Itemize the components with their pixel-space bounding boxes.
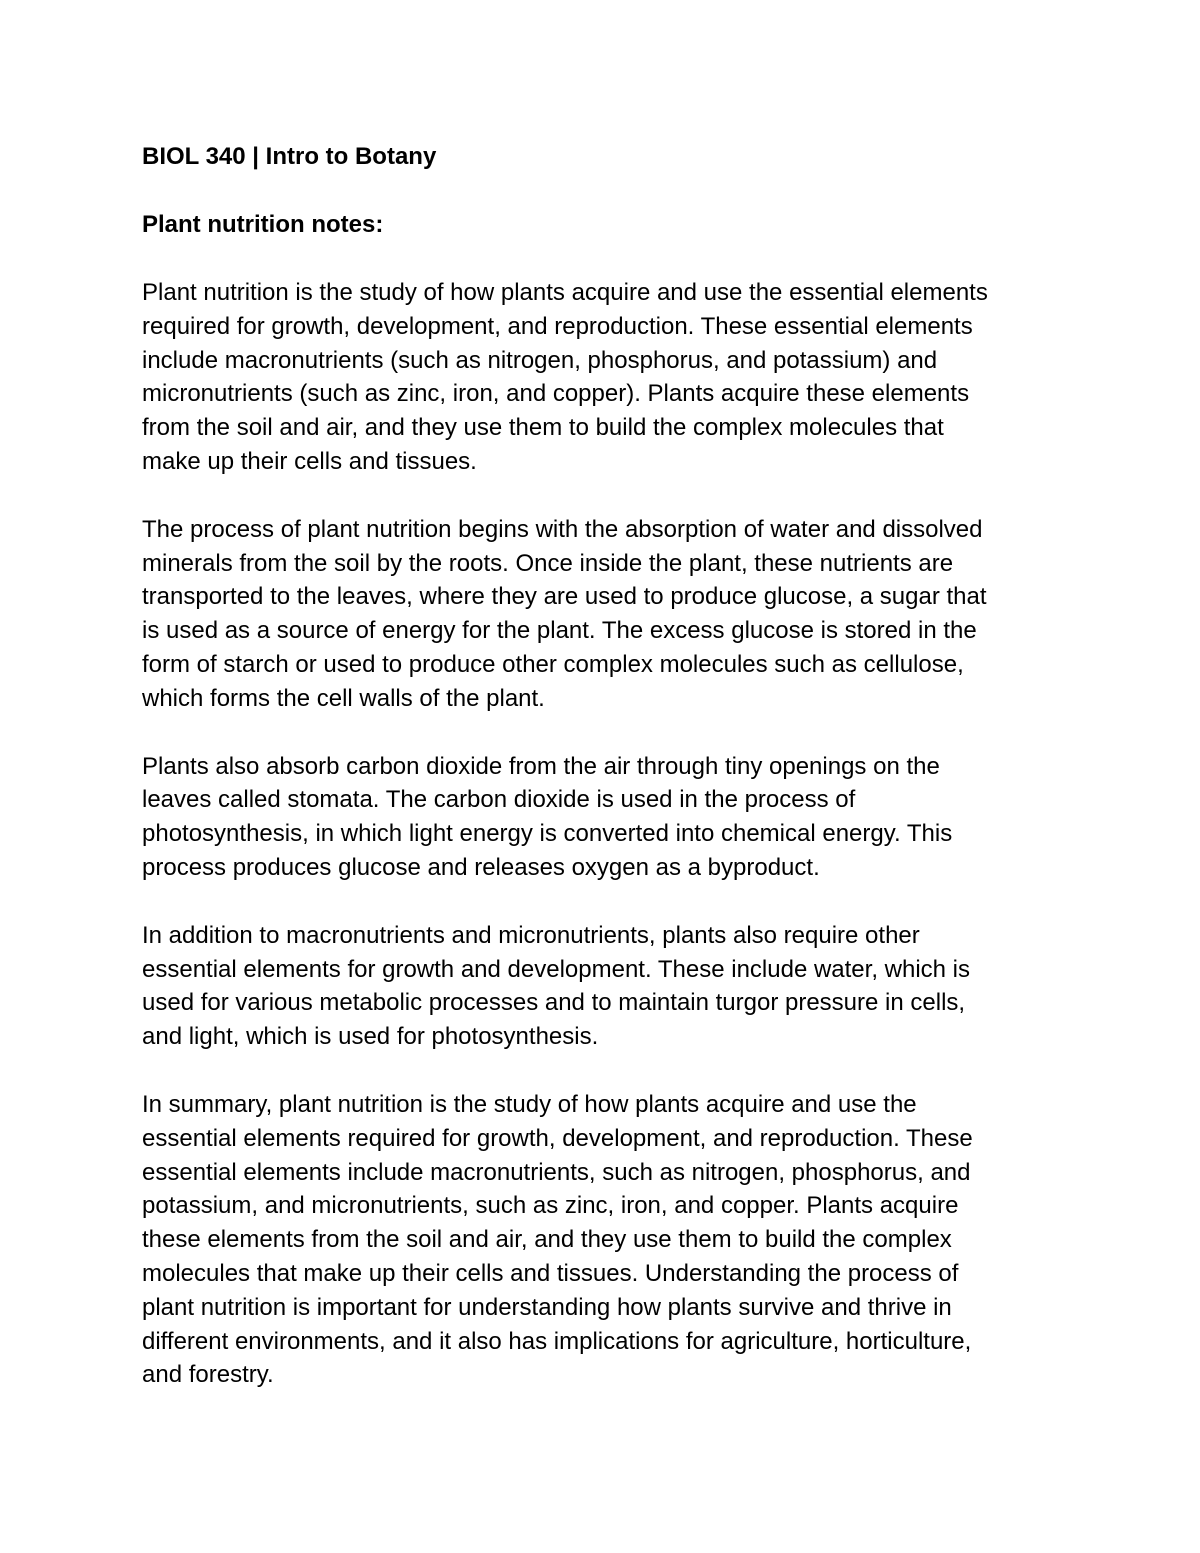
paragraph-line: make up their cells and tissues. — [142, 447, 477, 475]
paragraph-4 — [142, 919, 1052, 1054]
paragraph-line: process produces glucose and releases oxygen as a byproduct. — [142, 853, 820, 881]
paragraph-line: The process of plant nutrition begins with the absorption of water and dissolved — [142, 515, 983, 543]
paragraph-line: and forestry. — [142, 1361, 274, 1389]
section-heading: Plant nutrition notes: — [142, 211, 384, 238]
paragraph-5 — [142, 1088, 1052, 1392]
paragraph-line: different environments, and it also has implications for agriculture, horticulture, — [142, 1327, 972, 1355]
paragraph-2 — [142, 513, 1052, 716]
paragraph-line: essential elements required for growth, development, and reproduction. These — [142, 1124, 973, 1152]
paragraph-line: Plants also absorb carbon dioxide from the air through tiny openings on the — [142, 752, 940, 780]
paragraph-line: molecules that make up their cells and tissues. Understanding the process of — [142, 1259, 959, 1287]
paragraph-line: transported to the leaves, where they are used to produce glucose, a sugar that — [142, 583, 987, 611]
paragraph-line: essential elements for growth and development. These include water, which is — [142, 955, 971, 983]
paragraph-line: required for growth, development, and reproduction. These essential elements — [142, 312, 973, 340]
document-page — [142, 140, 1052, 1426]
paragraph-line: photosynthesis, in which light energy is converted into chemical energy. This — [142, 820, 953, 848]
paragraph-line: which forms the cell walls of the plant. — [142, 684, 545, 712]
paragraph-line: these elements from the soil and air, and they use them to build the complex — [142, 1226, 952, 1254]
paragraph-1 — [142, 276, 1052, 479]
paragraph-line: is used as a source of energy for the plant. The excess glucose is stored in the — [142, 617, 977, 645]
paragraph-line: from the soil and air, and they use them to build the complex molecules that — [142, 414, 944, 442]
paragraph-line: and light, which is used for photosynthesis. — [142, 1023, 599, 1051]
paragraph-line: In addition to macronutrients and micronutrients, plants also require other — [142, 921, 920, 949]
course-title: BIOL 340 | Intro to Botany — [142, 143, 437, 170]
paragraph-line: essential elements include macronutrients, such as nitrogen, phosphorus, and — [142, 1158, 971, 1186]
paragraph-line: minerals from the soil by the roots. Once inside the plant, these nutrients are — [142, 549, 954, 577]
paragraph-line: leaves called stomata. The carbon dioxide is used in the process of — [142, 786, 856, 814]
paragraph-line: plant nutrition is important for understanding how plants survive and thrive in — [142, 1293, 952, 1321]
paragraph-3 — [142, 750, 1052, 885]
paragraph-line: micronutrients (such as zinc, iron, and copper). Plants acquire these elements — [142, 380, 970, 408]
paragraph-line: In summary, plant nutrition is the study of how plants acquire and use the — [142, 1090, 917, 1118]
paragraph-line: potassium, and micronutrients, such as zinc, iron, and copper. Plants acquire — [142, 1192, 959, 1220]
paragraph-line: used for various metabolic processes and to maintain turgor pressure in cells, — [142, 989, 966, 1017]
paragraph-line: Plant nutrition is the study of how plants acquire and use the essential elements — [142, 279, 988, 306]
paragraph-line: form of starch or used to produce other complex molecules such as cellulose, — [142, 650, 964, 678]
paragraph-line: include macronutrients (such as nitrogen, phosphorus, and potassium) and — [142, 346, 938, 374]
